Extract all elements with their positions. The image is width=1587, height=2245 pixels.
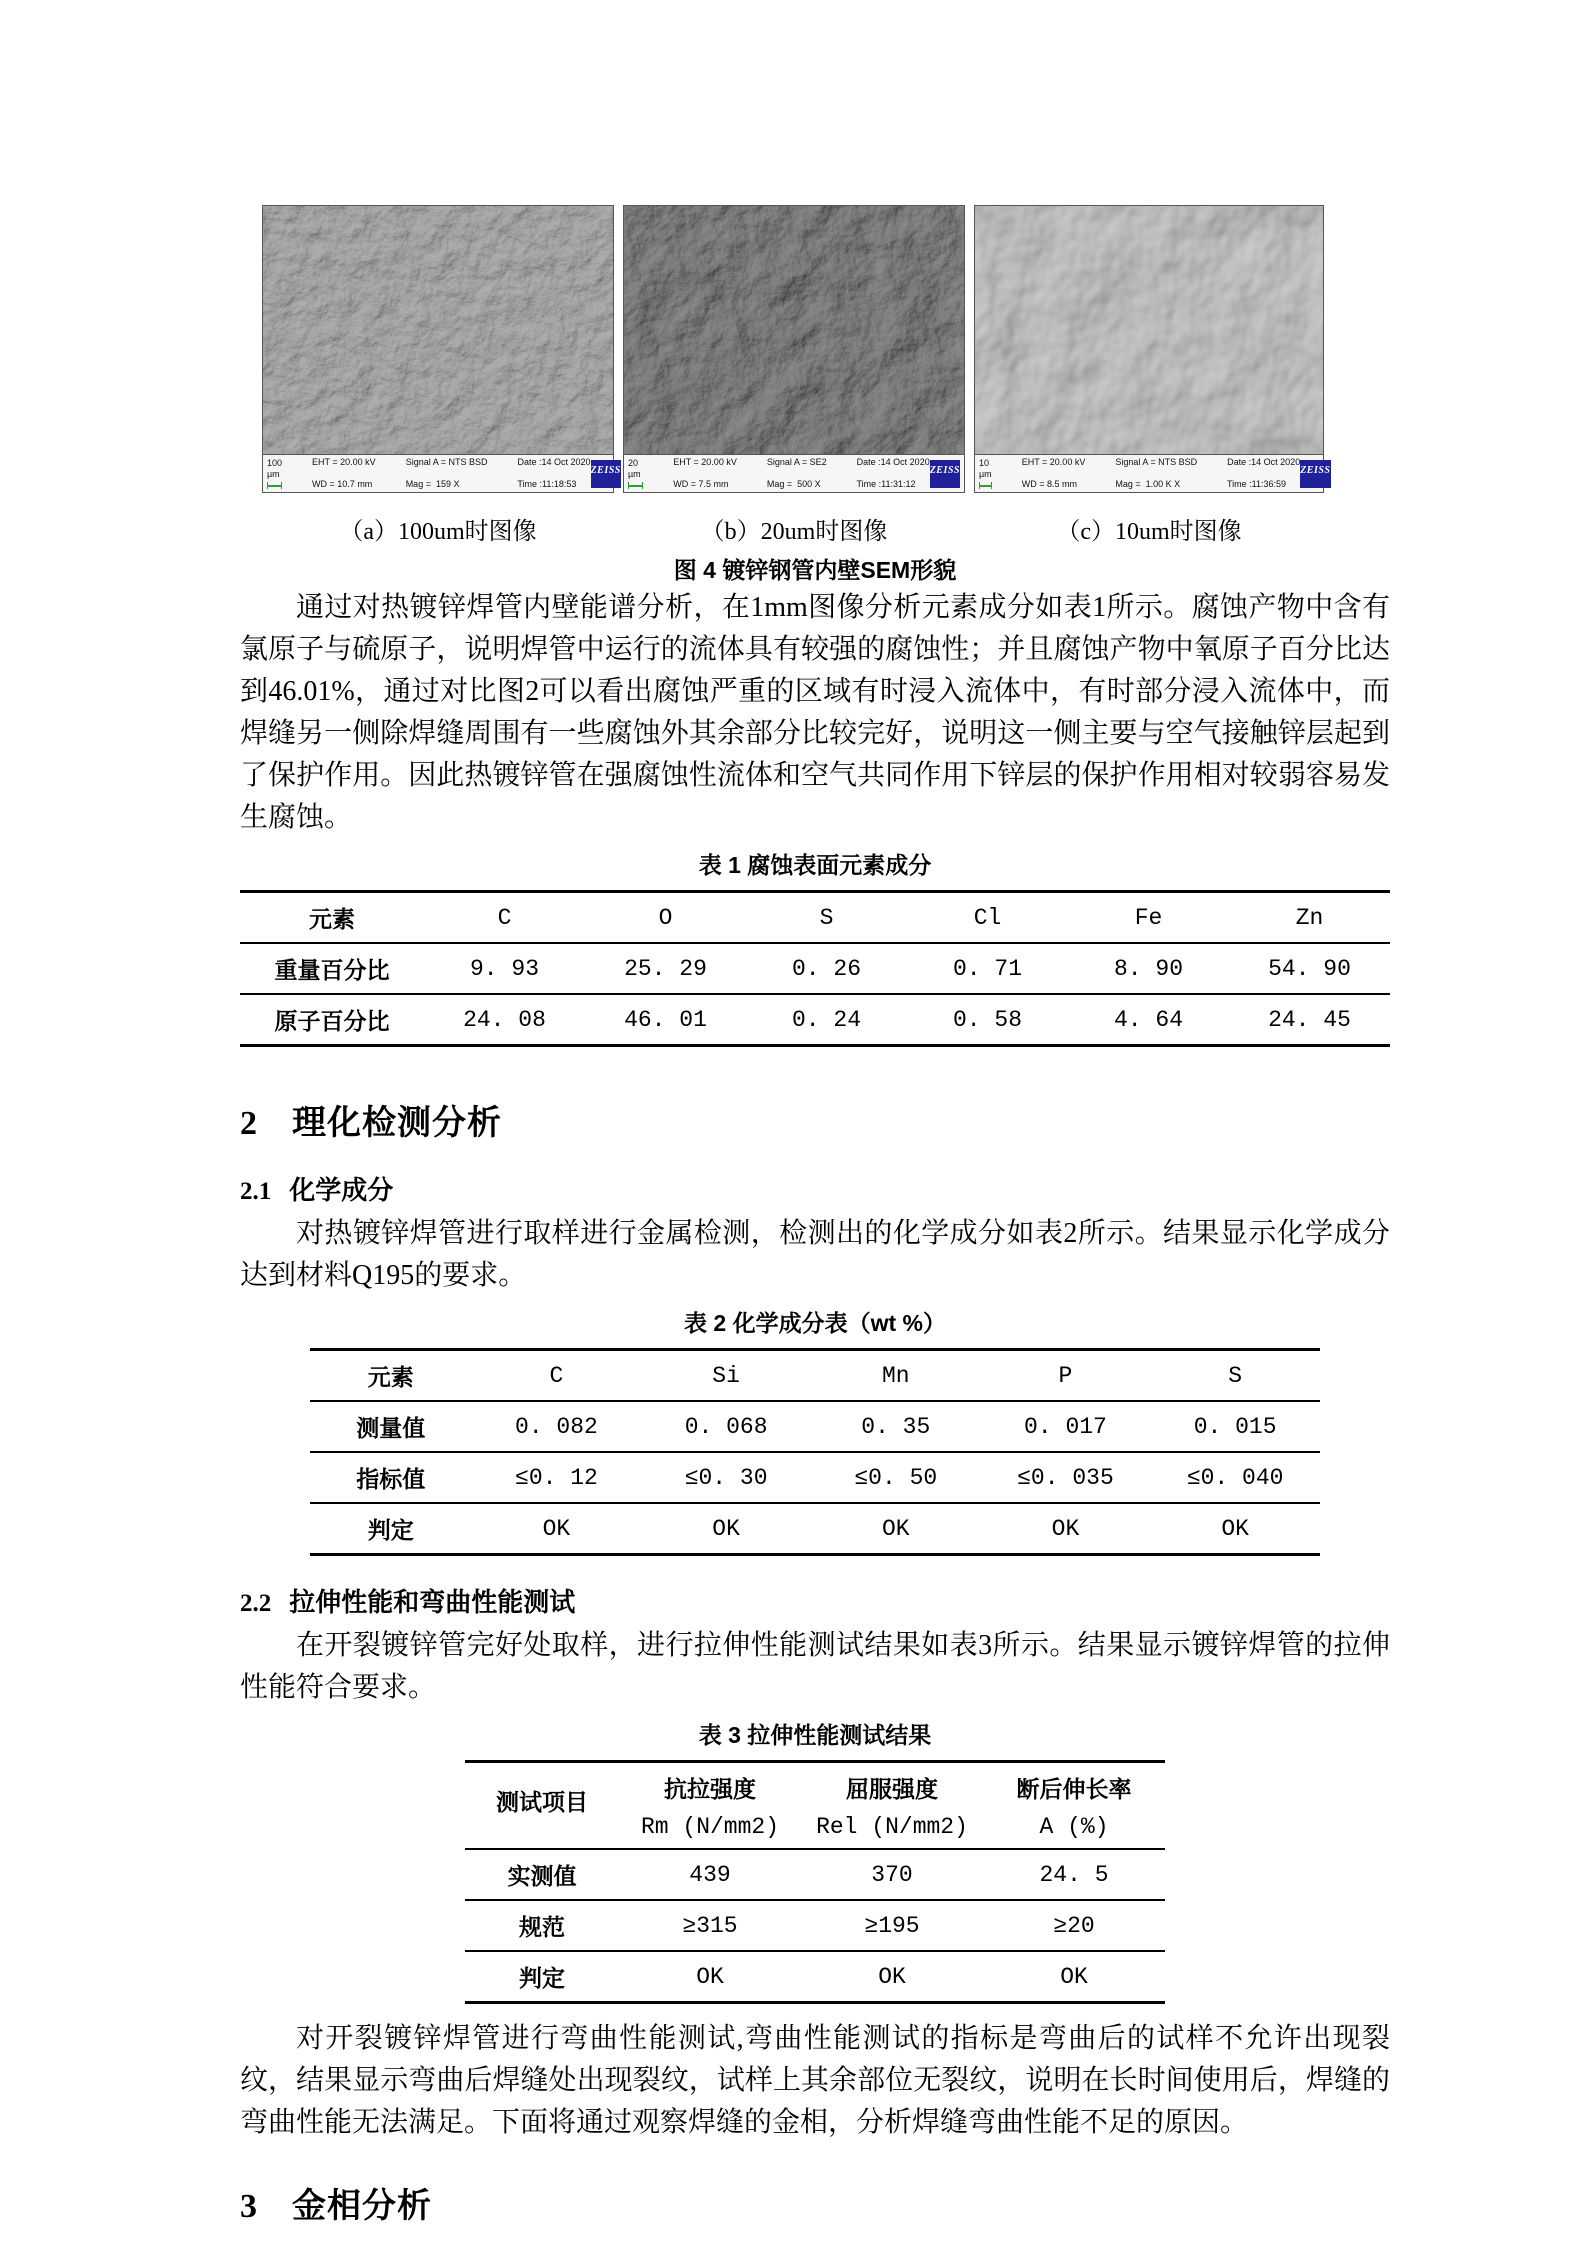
table-row — [465, 1951, 1165, 2003]
table-row — [240, 892, 1390, 944]
section-number: 2 — [240, 1105, 258, 1142]
cell-value: ≥195 — [864, 1912, 920, 1939]
scale-bar-b — [628, 458, 643, 489]
column-header: 元素 — [309, 906, 355, 932]
cell-value: 0. 082 — [515, 1413, 598, 1440]
header-line2: A (%) — [1039, 1814, 1109, 1840]
cell-value: 370 — [871, 1861, 913, 1888]
column-header — [801, 1762, 983, 1850]
scale-line-icon — [979, 482, 992, 489]
cell-value: 24. 5 — [1039, 1861, 1109, 1888]
signal-value: Signal A = SE2 — [766, 457, 827, 467]
sem-metadata-bar-b — [624, 454, 964, 492]
cell-value: ≥315 — [682, 1912, 738, 1939]
zeiss-logo: ZEISS — [930, 460, 960, 488]
cell-value: OK — [881, 1515, 910, 1542]
column-header: Mn — [881, 1362, 910, 1389]
cell-value: OK — [1051, 1515, 1080, 1542]
column-header: C — [549, 1362, 564, 1389]
table-3-tensile-results — [465, 1760, 1165, 2004]
section-2-heading — [240, 1095, 1390, 1144]
paragraph-chemical-composition: 对热镀锌焊管进行取样进行金属检测，检测出的化学成分如表2所示。结果显示化学成分达到材料Q195的要求。 — [240, 1218, 1390, 1291]
header-line2: Rm (N/mm2) — [640, 1814, 780, 1840]
mag-value: Mag = 500 X — [766, 479, 821, 489]
cell-value: 0. 35 — [861, 1413, 931, 1440]
cell-value: OK — [878, 1963, 906, 1990]
column-header: S — [819, 904, 834, 931]
cell-value: 0. 017 — [1024, 1413, 1107, 1440]
sem-texture-b — [624, 206, 964, 454]
date-value: Date :14 Oct 2020 — [517, 457, 591, 467]
header-line1: 抗拉强度 — [664, 1776, 756, 1802]
signal-mag-column — [376, 446, 488, 501]
column-header: Zn — [1295, 904, 1324, 931]
column-header: P — [1058, 1362, 1073, 1389]
date-time-column — [487, 446, 590, 501]
sem-figure-row — [262, 205, 1390, 493]
scale-bar-c — [979, 458, 992, 489]
date-time-column — [827, 446, 930, 501]
column-header: Si — [712, 1362, 740, 1389]
column-header: 元素 — [367, 1364, 414, 1390]
cell-value: 0. 015 — [1193, 1413, 1277, 1440]
cell-value: ≤0. 12 — [515, 1464, 598, 1491]
section-2-2-heading — [240, 1582, 1390, 1619]
table-1-corrosion-elements — [240, 890, 1390, 1047]
row-label: 原子百分比 — [274, 1008, 390, 1034]
subsection-number: 2.1 — [240, 1178, 272, 1205]
cell-value: 4. 64 — [1113, 1006, 1183, 1033]
date-value: Date :14 Oct 2020 — [1227, 457, 1301, 467]
row-label: 指标值 — [356, 1466, 426, 1492]
cell-value: 0. 58 — [952, 1006, 1022, 1033]
column-header — [619, 1762, 801, 1850]
time-value: Time :11:36:59 — [1226, 479, 1287, 489]
date-time-column — [1197, 446, 1300, 501]
table-row — [240, 943, 1390, 994]
cell-value: ≤0. 035 — [1017, 1464, 1114, 1491]
eht-wd-column — [992, 446, 1086, 501]
section-title: 金相分析 — [292, 2188, 432, 2225]
section-2-1-heading — [240, 1170, 1390, 1207]
subsection-number: 2.2 — [240, 1590, 272, 1617]
header-line1: 屈服强度 — [846, 1776, 938, 1802]
cell-value: 24. 45 — [1268, 1006, 1351, 1033]
row-label: 判定 — [519, 1965, 565, 1991]
table-row — [465, 1762, 1165, 1850]
cell-value: OK — [1060, 1963, 1088, 1990]
figure-4-caption: 图 4 镀锌钢管内壁SEM形貌 — [673, 557, 957, 583]
sem-texture-a — [263, 206, 613, 454]
sem-texture-c — [975, 206, 1323, 454]
header-line1: 测试项目 — [496, 1789, 588, 1815]
table-2-chemical-composition — [310, 1348, 1320, 1556]
row-label: 测量值 — [356, 1415, 426, 1441]
time-value: Time :11:31:12 — [856, 479, 916, 489]
sem-image-b — [623, 205, 965, 493]
table-row — [465, 1900, 1165, 1951]
cell-value: ≤0. 50 — [854, 1464, 938, 1491]
paragraph-tensile-test: 在开裂镀锌管完好处取样，进行拉伸性能测试结果如表3所示。结果显示镀锌焊管的拉伸性能符合要求。 — [240, 1630, 1390, 1703]
paragraph-bend-test: 对开裂镀锌焊管进行弯曲性能测试,弯曲性能测试的指标是弯曲后的试样不允许出现裂纹，结果显示弯曲后焊缝处出现裂纹，试样上其余部位无裂纹，说明在长时间使用后，焊缝的弯曲性能无法满足。下面将通过观察焊缝的金相，分析焊缝弯曲性能不足的原因。 — [240, 2023, 1390, 2138]
cell-value: 46. 01 — [624, 1006, 707, 1033]
cell-value: 25. 29 — [624, 955, 707, 982]
cell-value: OK — [1221, 1515, 1249, 1542]
signal-mag-column — [1085, 446, 1197, 501]
zeiss-logo: ZEISS — [591, 460, 621, 488]
cell-value: OK — [712, 1515, 740, 1542]
section-title: 理化检测分析 — [292, 1105, 502, 1142]
cell-value: ≤0. 30 — [684, 1464, 768, 1491]
paragraph-eds-analysis: 通过对热镀锌焊管内壁能谱分析，在1mm图像分析元素成分如表1所示。腐蚀产物中含有氯原子与硫原子，说明焊管中运行的流体具有较强的腐蚀性；并且腐蚀产物中氧原子百分比达到46.01%，通过对比图2可以看出腐蚀严重的区域有时浸入流体中，有时部分浸入流体中，而焊缝另一侧除焊缝周围有一些腐蚀外其余部分比较完好，说明这一侧主要与空气接触锌层起到了保护作用。因此热镀锌管在强腐蚀性流体和空气共同作用下锌层的保护作用相对较弱容易发生腐蚀。 — [240, 592, 1390, 833]
mag-value: Mag = 159 X — [405, 479, 460, 489]
cell-value: 0. 71 — [952, 955, 1022, 982]
table-row — [310, 1350, 1320, 1402]
row-label: 规范 — [519, 1914, 565, 1940]
sem-photo-a — [263, 206, 613, 454]
sem-metadata-bar-c — [975, 454, 1331, 492]
eht-value: EHT = 20.00 kV — [673, 457, 737, 467]
time-value: Time :11:18:53 — [517, 479, 577, 489]
subsection-title: 拉伸性能和弯曲性能测试 — [289, 1587, 576, 1617]
sem-image-a — [262, 205, 621, 493]
column-header: O — [658, 904, 673, 931]
column-header: S — [1228, 1362, 1243, 1389]
date-value: Date :14 Oct 2020 — [856, 457, 930, 467]
signal-value: Signal A = NTS BSD — [405, 457, 488, 467]
scale-line-icon — [267, 482, 282, 489]
header-line2: Rel (N/mm2) — [816, 1814, 968, 1840]
eht-wd-column — [643, 446, 737, 501]
section-3-heading — [240, 2178, 1390, 2227]
cell-value: 0. 068 — [684, 1413, 768, 1440]
table-3-title: 表 3 拉伸性能测试结果 — [698, 1722, 932, 1748]
cell-value: 8. 90 — [1113, 955, 1183, 982]
table-row — [310, 1452, 1320, 1503]
table-2-title: 表 2 化学成分表（wt %） — [684, 1310, 946, 1336]
table-1-title: 表 1 腐蚀表面元素成分 — [698, 852, 932, 878]
section-number: 3 — [240, 2188, 258, 2225]
eht-value: EHT = 20.00 kV — [312, 457, 376, 467]
table-row — [240, 994, 1390, 1046]
table-row — [310, 1503, 1320, 1555]
cell-value: ≥20 — [1053, 1912, 1095, 1939]
cell-value: 0. 24 — [791, 1006, 861, 1033]
cell-value: OK — [696, 1963, 724, 1990]
column-header: Fe — [1134, 904, 1163, 931]
table-row — [310, 1401, 1320, 1452]
wd-value: WD = 8.5 mm — [1021, 479, 1077, 489]
scale-line-icon — [628, 482, 643, 489]
eht-wd-column — [282, 446, 376, 501]
signal-value: Signal A = NTS BSD — [1115, 457, 1198, 467]
header-line1: 断后伸长率 — [1016, 1776, 1132, 1802]
column-header — [465, 1762, 619, 1850]
mag-value: Mag = 1.00 K X — [1115, 479, 1181, 489]
signal-mag-column — [737, 446, 827, 501]
cell-value: 9. 93 — [469, 955, 539, 982]
subsection-title: 化学成分 — [289, 1175, 394, 1205]
scale-bar-a — [267, 458, 282, 489]
table-row — [465, 1849, 1165, 1900]
sem-photo-c — [975, 206, 1323, 454]
cell-value: 0. 26 — [791, 955, 861, 982]
sem-image-c — [974, 205, 1331, 493]
scale-label: 20 µm — [628, 458, 641, 479]
wd-value: WD = 7.5 mm — [673, 479, 729, 489]
sem-metadata-bar-a — [263, 454, 621, 492]
cell-value: ≤0. 040 — [1186, 1464, 1284, 1491]
caption-a: （a）100um时图像 — [339, 519, 537, 545]
row-label: 实测值 — [507, 1863, 577, 1889]
sub-caption-row — [262, 511, 1390, 546]
scale-label: 10 µm — [979, 458, 992, 479]
zeiss-logo: ZEISS — [1300, 460, 1330, 488]
row-label: 重量百分比 — [274, 957, 390, 983]
column-header: C — [497, 904, 512, 931]
cell-value: 439 — [689, 1861, 731, 1888]
cell-value: OK — [542, 1515, 571, 1542]
cell-value: 54. 90 — [1268, 955, 1351, 982]
column-header: Cl — [973, 904, 1002, 931]
wd-value: WD = 10.7 mm — [312, 479, 373, 489]
eht-value: EHT = 20.00 kV — [1021, 457, 1086, 467]
caption-c: （c）10um时图像 — [1056, 519, 1242, 545]
column-header — [983, 1762, 1165, 1850]
scale-label: 100 µm — [267, 458, 283, 479]
sem-photo-b — [624, 206, 964, 454]
row-label: 判定 — [367, 1517, 414, 1543]
caption-b: （b）20um时图像 — [700, 519, 888, 545]
page-content — [240, 205, 1390, 2227]
cell-value: 24. 08 — [463, 1006, 546, 1033]
